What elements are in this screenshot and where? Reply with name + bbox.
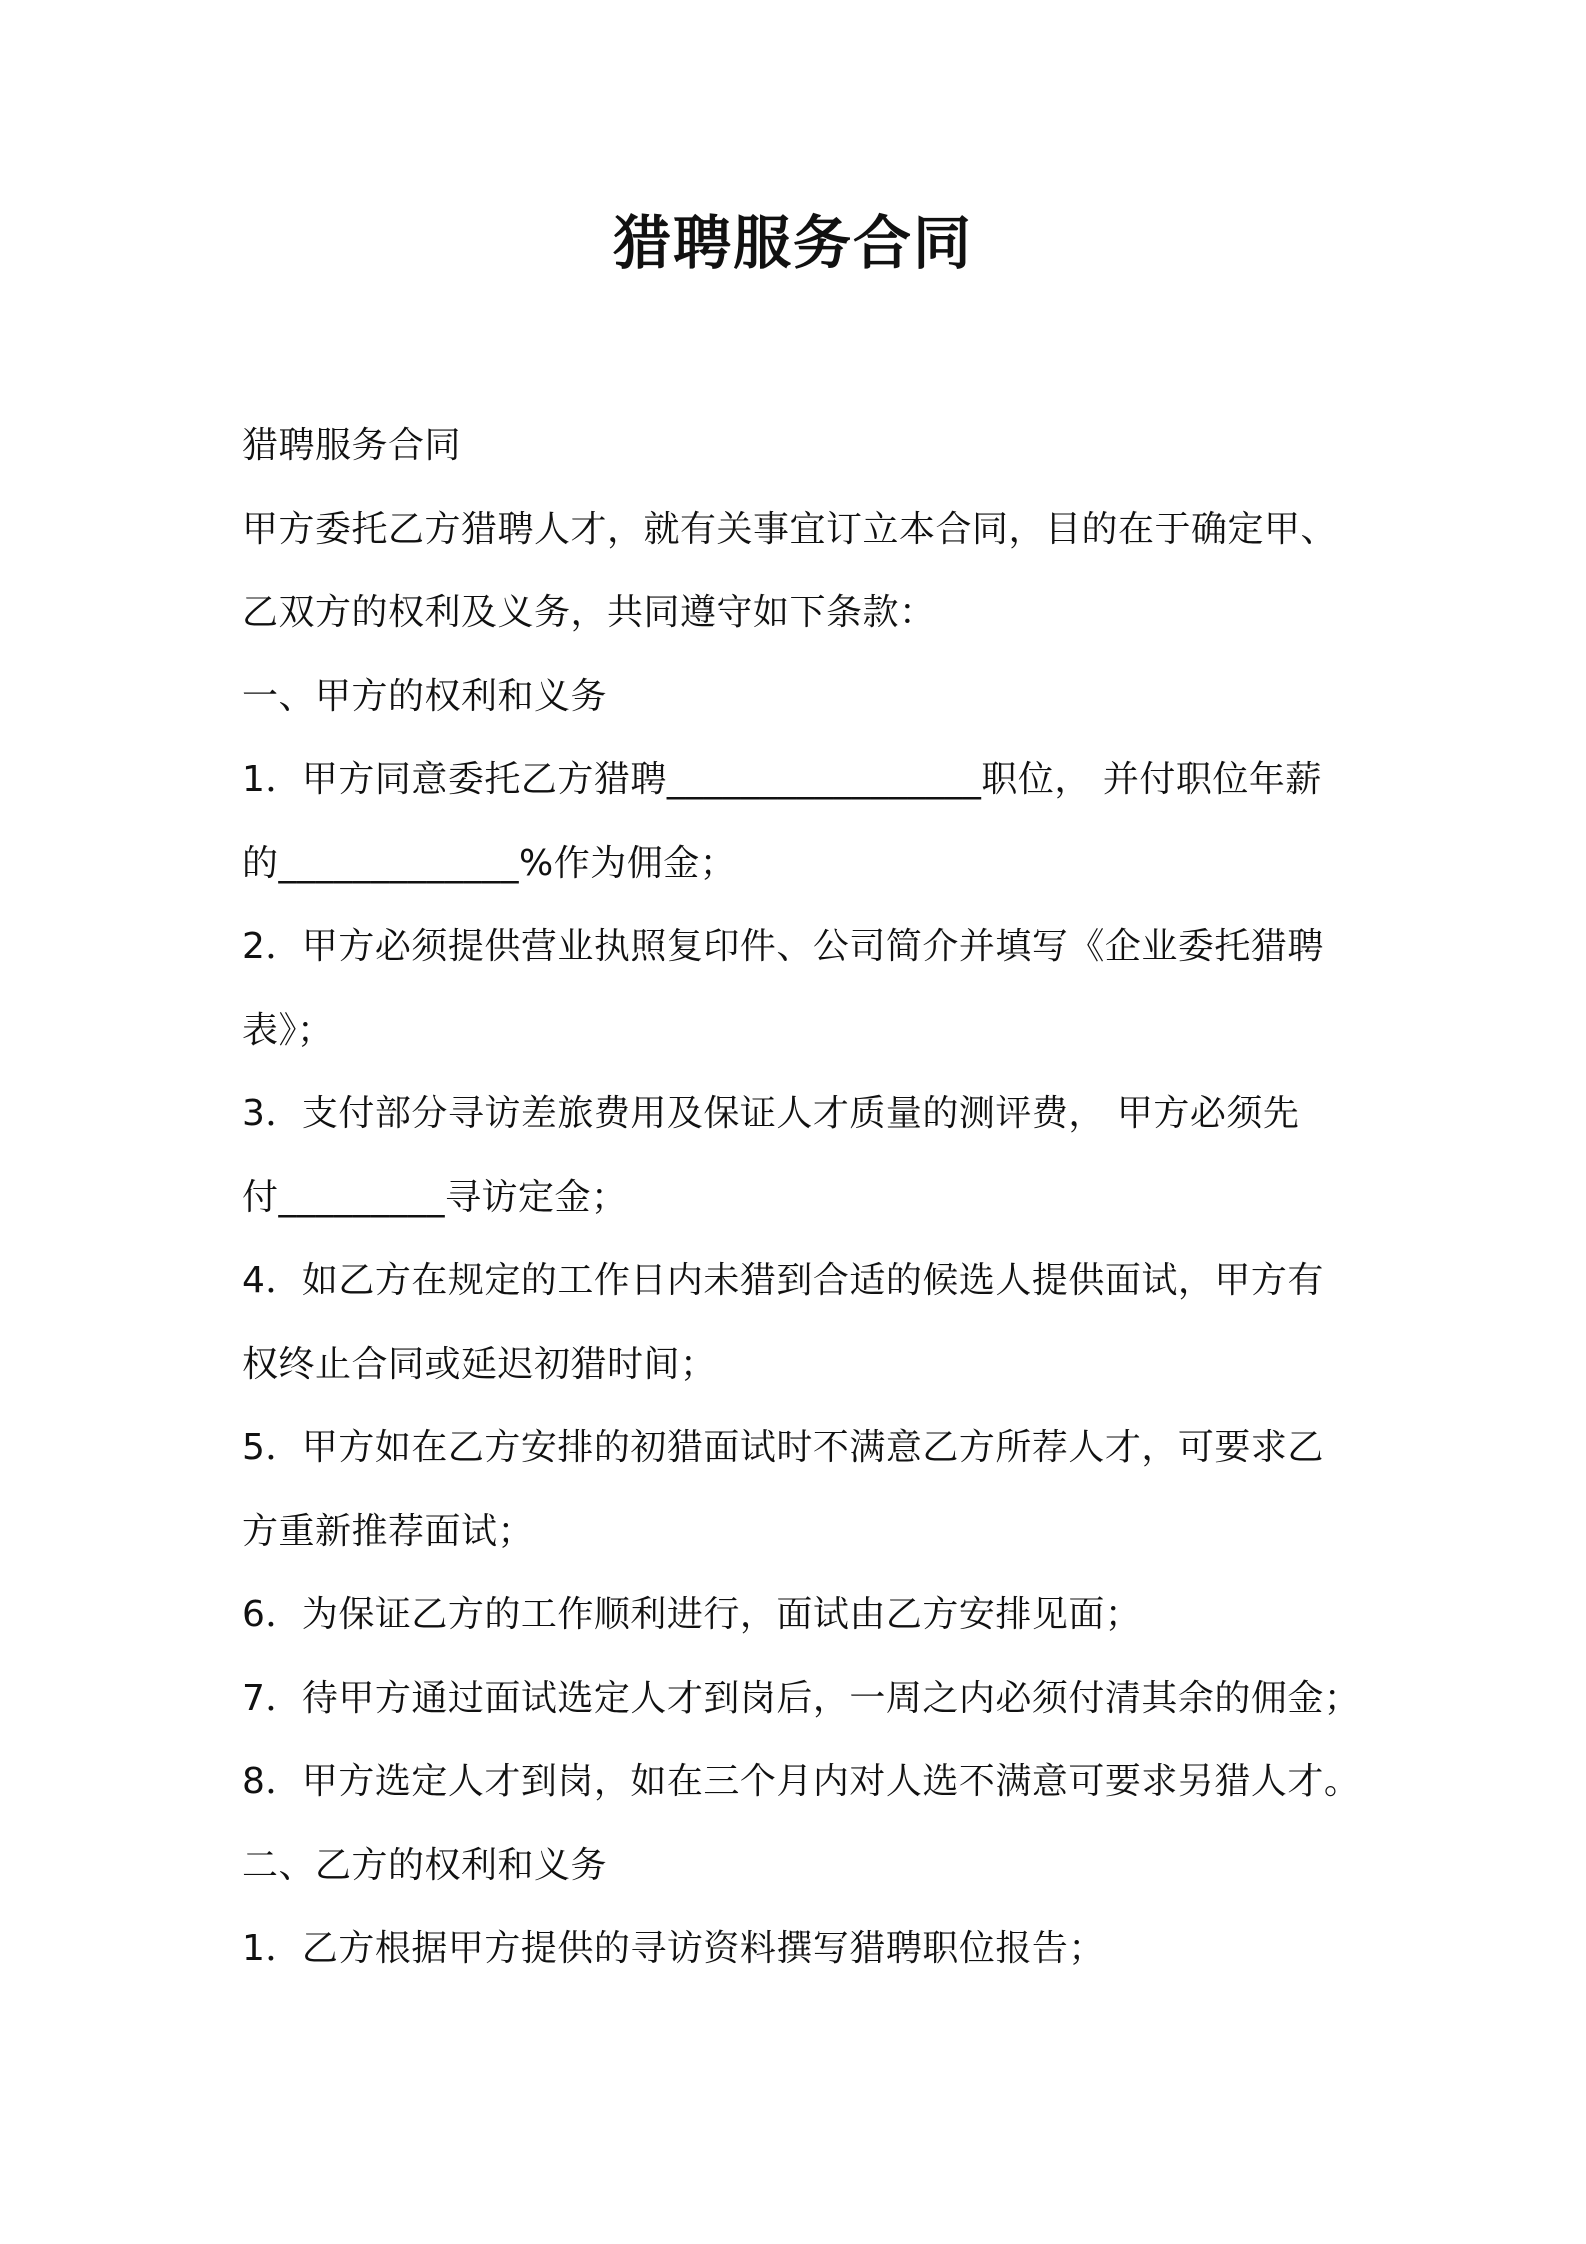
clause-line: 1．乙方根据甲方提供的寻访资料撰写猎聘职位报告； xyxy=(242,1928,1105,1969)
clause-line: 1．甲方同意委托乙方猎聘_________________职位， 并付职位年薪 xyxy=(242,759,1322,800)
clause-line: 8．甲方选定人才到岗，如在三个月内对人选不满意可要求另猎人才。 xyxy=(242,1761,1361,1802)
paragraph-line: 乙双方的权利及义务，共同遵守如下条款： xyxy=(242,592,936,633)
clause-line: 表》； xyxy=(242,1009,334,1051)
subtitle-line: 猎聘服务合同 xyxy=(242,425,462,466)
document-body xyxy=(242,404,1402,1991)
document-title: 猎聘服务合同 xyxy=(612,209,973,277)
section-heading: 二、乙方的权利和义务 xyxy=(242,1844,608,1886)
clause-line: 3．支付部分寻访差旅费用及保证人才质量的测评费， 甲方必须先 xyxy=(242,1093,1300,1134)
section-heading: 一、甲方的权利和义务 xyxy=(242,675,608,717)
clause-line: 权终止合同或延迟初猎时间； xyxy=(242,1343,717,1385)
clause-line: 付_________寻访定金； xyxy=(242,1176,628,1218)
clause-line: 7．待甲方通过面试选定人才到岗后，一周之内必须付清其余的佣金； xyxy=(242,1677,1361,1719)
clause-line: 5．甲方如在乙方安排的初猎面试时不满意乙方所荐人才，可要求乙 xyxy=(242,1427,1324,1468)
clause-line: 方重新推荐面试； xyxy=(242,1510,535,1552)
clause-line: 4．如乙方在规定的工作日内未猎到合适的候选人提供面试，甲方有 xyxy=(242,1260,1324,1301)
paragraph-line: 甲方委托乙方猎聘人才，就有关事宜订立本合同，目的在于确定甲、 xyxy=(242,508,1338,550)
clause-line: 2．甲方必须提供营业执照复印件、公司简介并填写《企业委托猎聘 xyxy=(242,926,1324,967)
clause-line: 6．为保证乙方的工作顺利进行，面试由乙方安排见面； xyxy=(242,1594,1142,1635)
clause-line: 的_____________%作为佣金； xyxy=(242,842,737,884)
